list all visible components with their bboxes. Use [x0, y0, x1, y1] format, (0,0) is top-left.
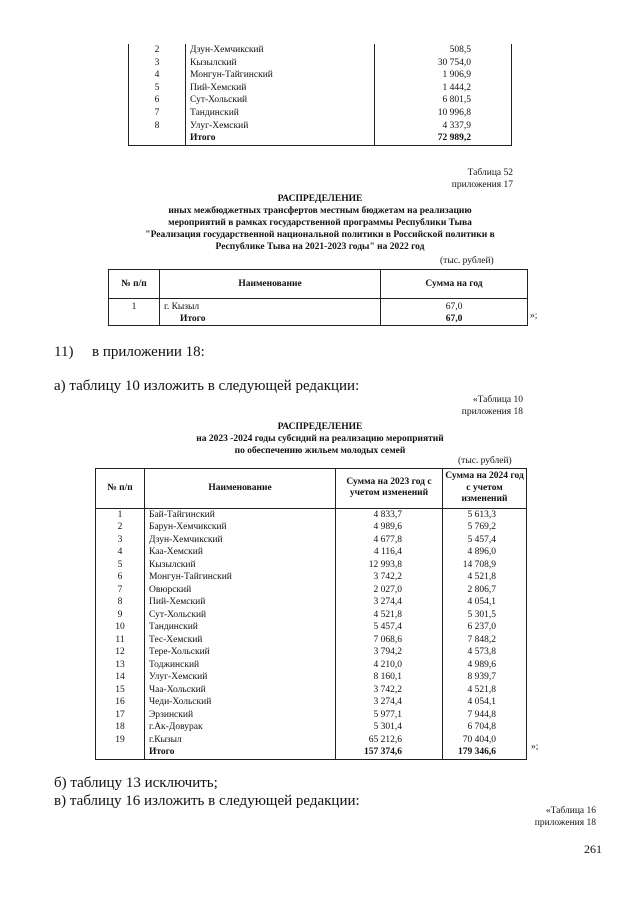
t10-cell-2023: 5 457,4	[336, 621, 443, 634]
t10-total-2024: 179 346,6	[443, 746, 527, 759]
t10-cell-name: Тес-Хемский	[145, 634, 336, 647]
t10-cell-2024: 4 054,1	[443, 596, 527, 609]
t10-cell-name: Сут-Хольский	[145, 609, 336, 622]
table52-total-label: Итого	[160, 313, 381, 326]
table52-units: (тыс. рублей)	[440, 256, 494, 266]
table-row	[129, 44, 512, 57]
table10-title: РАСПРЕДЕЛЕНИЕ	[277, 422, 363, 432]
t10-cell-2024: 5 613,3	[443, 508, 527, 521]
table-row	[96, 696, 527, 709]
table52-header-sum: Сумма на год	[381, 270, 528, 299]
t10-cell-name: г.Кызыл	[145, 734, 336, 747]
t10-cell-2023: 3 794,2	[336, 646, 443, 659]
table-row	[96, 584, 527, 597]
table-row	[129, 57, 512, 70]
top-cell-value: 10 996,8	[375, 107, 512, 120]
t10-total-2023: 157 374,6	[336, 746, 443, 759]
t10-cell-2024: 5 769,2	[443, 521, 527, 534]
top-cell-value: 4 337,9	[375, 120, 512, 133]
table52-subtitle-2: мероприятий в рамках государственной программы Республики Тыва	[168, 218, 472, 228]
t10-cell-2023: 8 160,1	[336, 671, 443, 684]
table52-header-no: № п/п	[109, 270, 160, 299]
table-row	[96, 671, 527, 684]
table10-caption-line1: «Таблица 10	[472, 395, 523, 405]
t10-cell-name: Каа-Хемский	[145, 546, 336, 559]
t10-cell-name: Тандинский	[145, 621, 336, 634]
item11-text: в приложении 18:	[92, 344, 205, 360]
table10-heading	[110, 421, 530, 457]
item-b-text: б) таблицу 13 исключить;	[54, 775, 218, 791]
table-row	[96, 734, 527, 747]
t10-cell-2024: 4 896,0	[443, 546, 527, 559]
page-number: 261	[584, 842, 602, 856]
top-cell-name: Пий-Хемский	[186, 82, 375, 95]
table-row-total	[96, 746, 527, 759]
table-row	[129, 82, 512, 95]
t10-cell-name: Эрзинский	[145, 709, 336, 722]
table10-closing: »;	[531, 742, 539, 752]
t10-cell-2024: 4 573,8	[443, 646, 527, 659]
table10-header-2024: Сумма на 2024 год с учетом изменений	[443, 469, 527, 509]
t10-cell-2023: 3 274,4	[336, 596, 443, 609]
top-cell-no: 7	[129, 107, 186, 120]
table52-title: РАСПРЕДЕЛЕНИЕ	[277, 194, 363, 204]
top-cell-no: 2	[129, 44, 186, 57]
t10-cell-2024: 6 704,8	[443, 721, 527, 734]
t10-cell-no: 18	[96, 721, 145, 734]
t10-cell-2024: 5 301,5	[443, 609, 527, 622]
t10-cell-no: 10	[96, 621, 145, 634]
table10-caption	[400, 394, 523, 418]
t10-cell-no: 6	[96, 571, 145, 584]
table52-cell-no: 1	[109, 299, 160, 314]
top-cell-value: 508,5	[375, 44, 512, 57]
t10-cell-2023: 3 742,2	[336, 571, 443, 584]
continuation-table	[128, 44, 512, 146]
t10-cell-no: 8	[96, 596, 145, 609]
top-cell-value: 30 754,0	[375, 57, 512, 70]
table-row	[96, 684, 527, 697]
t10-cell-no: 11	[96, 634, 145, 647]
t10-cell-name: Барун-Хемчикский	[145, 521, 336, 534]
top-cell-no: 4	[129, 69, 186, 82]
table10-subtitle-2: по обеспечению жильем молодых семей	[234, 446, 406, 456]
table52	[108, 269, 528, 326]
table10-caption-line2: приложения 18	[461, 407, 523, 417]
table-row	[96, 559, 527, 572]
top-cell-value: 1 444,2	[375, 82, 512, 95]
t10-cell-2024: 8 939,7	[443, 671, 527, 684]
t10-cell-no: 12	[96, 646, 145, 659]
t10-cell-no: 13	[96, 659, 145, 672]
t10-cell-no: 5	[96, 559, 145, 572]
table-row	[96, 546, 527, 559]
t10-cell-2023: 4 677,8	[336, 534, 443, 547]
table-row	[96, 634, 527, 647]
table-row	[109, 299, 528, 314]
table52-caption-line2: приложения 17	[451, 180, 513, 190]
table-row	[129, 94, 512, 107]
t10-cell-2023: 4 989,6	[336, 521, 443, 534]
t10-cell-2023: 3 274,4	[336, 696, 443, 709]
t10-cell-name: Тоджинский	[145, 659, 336, 672]
table52-subtitle-3: "Реализация государственной национальной политики в Российской политики в	[145, 230, 495, 240]
top-cell-name: Дзун-Хемчикский	[186, 44, 375, 57]
top-cell-no: 8	[129, 120, 186, 133]
table-row	[96, 609, 527, 622]
t10-cell-2024: 70 404,0	[443, 734, 527, 747]
t10-cell-name: Улуг-Хемский	[145, 671, 336, 684]
t10-cell-no: 15	[96, 684, 145, 697]
table-row	[96, 709, 527, 722]
t10-cell-name: Бай-Тайгинский	[145, 508, 336, 521]
t10-cell-no: 19	[96, 734, 145, 747]
t10-cell-no: 17	[96, 709, 145, 722]
table52-caption-line1: Таблица 52	[467, 168, 513, 178]
t10-cell-2023: 4 833,7	[336, 508, 443, 521]
t10-cell-2023: 5 301,4	[336, 721, 443, 734]
table16-caption	[460, 805, 596, 829]
t10-cell-no: 4	[96, 546, 145, 559]
t10-cell-no: 3	[96, 534, 145, 547]
t10-cell-2024: 4 054,1	[443, 696, 527, 709]
t10-total-label: Итого	[145, 746, 336, 759]
table10	[95, 468, 527, 760]
table10-header-name: Наименование	[145, 469, 336, 509]
top-cell-name: Кызылский	[186, 57, 375, 70]
table-row-total	[129, 132, 512, 145]
t10-cell-name: Овюрский	[145, 584, 336, 597]
table-row	[96, 646, 527, 659]
t10-cell-no: 14	[96, 671, 145, 684]
t10-cell-2024: 4 521,8	[443, 684, 527, 697]
t10-cell-2023: 12 993,8	[336, 559, 443, 572]
table52-subtitle-4: Республике Тыва на 2021-2023 годы" на 2022 год	[215, 242, 425, 252]
table10-header-2023: Сумма на 2023 год с учетом изменений	[336, 469, 443, 509]
table52-header-name: Наименование	[160, 270, 381, 299]
t10-cell-2023: 5 977,1	[336, 709, 443, 722]
top-total-value: 72 989,2	[375, 132, 512, 145]
top-cell-value: 6 801,5	[375, 94, 512, 107]
t10-cell-name: Тере-Хольский	[145, 646, 336, 659]
table10-subtitle-1: на 2023 -2024 годы субсидий на реализацию мероприятий	[196, 434, 444, 444]
t10-cell-name: Кызылский	[145, 559, 336, 572]
table-row	[96, 721, 527, 734]
item-c-text: в) таблицу 16 изложить в следующей редакции:	[54, 793, 360, 809]
table10-header-no: № п/п	[96, 469, 145, 509]
table52-closing: »;	[530, 311, 538, 321]
t10-cell-2024: 14 708,9	[443, 559, 527, 572]
t10-cell-no: 9	[96, 609, 145, 622]
t10-cell-2023: 65 212,6	[336, 734, 443, 747]
table52-cell-value: 67,0	[381, 299, 528, 314]
table16-caption-line2: приложения 18	[534, 818, 596, 828]
t10-cell-name: Дзун-Хемчикский	[145, 534, 336, 547]
t10-cell-2023: 2 027,0	[336, 584, 443, 597]
top-cell-name: Улуг-Хемский	[186, 120, 375, 133]
t10-cell-name: Монгун-Тайгинский	[145, 571, 336, 584]
table52-total-value: 67,0	[381, 313, 528, 326]
t10-cell-name: Пий-Хемский	[145, 596, 336, 609]
top-cell-no: 6	[129, 94, 186, 107]
table-row	[129, 120, 512, 133]
top-cell-no: 3	[129, 57, 186, 70]
top-cell-value: 1 906,9	[375, 69, 512, 82]
t10-cell-name: Чеди-Хольский	[145, 696, 336, 709]
table-row	[129, 69, 512, 82]
t10-cell-no: 2	[96, 521, 145, 534]
table-row	[96, 508, 527, 521]
t10-cell-2023: 7 068,6	[336, 634, 443, 647]
table-row	[129, 107, 512, 120]
top-cell-name: Монгун-Тайгинский	[186, 69, 375, 82]
t10-cell-2023: 4 116,4	[336, 546, 443, 559]
t10-cell-2023: 4 521,8	[336, 609, 443, 622]
t10-cell-2023: 3 742,2	[336, 684, 443, 697]
table-row	[96, 596, 527, 609]
t10-cell-name: г.Ак-Довурак	[145, 721, 336, 734]
t10-cell-2023: 4 210,0	[336, 659, 443, 672]
item-a-text: а) таблицу 10 изложить в следующей редакции:	[54, 378, 360, 394]
table16-caption-line1: «Таблица 16	[545, 806, 596, 816]
table52-cell-name: г. Кызыл	[160, 299, 381, 314]
table52-caption	[380, 167, 513, 191]
table-row	[96, 571, 527, 584]
t10-cell-2024: 6 237,0	[443, 621, 527, 634]
t10-cell-no: 7	[96, 584, 145, 597]
table-row-total	[109, 313, 528, 326]
table-row	[96, 521, 527, 534]
table-row	[96, 534, 527, 547]
t10-cell-2024: 7 848,2	[443, 634, 527, 647]
table52-heading	[100, 193, 540, 253]
table-row	[96, 659, 527, 672]
table52-subtitle-1: иных межбюджетных трансфертов местным бюджетам на реализацию	[168, 206, 472, 216]
t10-cell-2024: 2 806,7	[443, 584, 527, 597]
top-cell-name: Тандинский	[186, 107, 375, 120]
t10-cell-2024: 4 989,6	[443, 659, 527, 672]
t10-cell-2024: 7 944,8	[443, 709, 527, 722]
top-cell-name: Сут-Хольский	[186, 94, 375, 107]
t10-cell-no: 1	[96, 508, 145, 521]
t10-cell-no: 16	[96, 696, 145, 709]
t10-cell-2024: 4 521,8	[443, 571, 527, 584]
t10-cell-2024: 5 457,4	[443, 534, 527, 547]
top-total-label: Итого	[186, 132, 375, 145]
table-row	[96, 621, 527, 634]
table10-units: (тыс. рублей)	[458, 456, 512, 466]
t10-cell-name: Чаа-Хольский	[145, 684, 336, 697]
item11-number: 11)	[54, 344, 74, 360]
top-cell-no: 5	[129, 82, 186, 95]
